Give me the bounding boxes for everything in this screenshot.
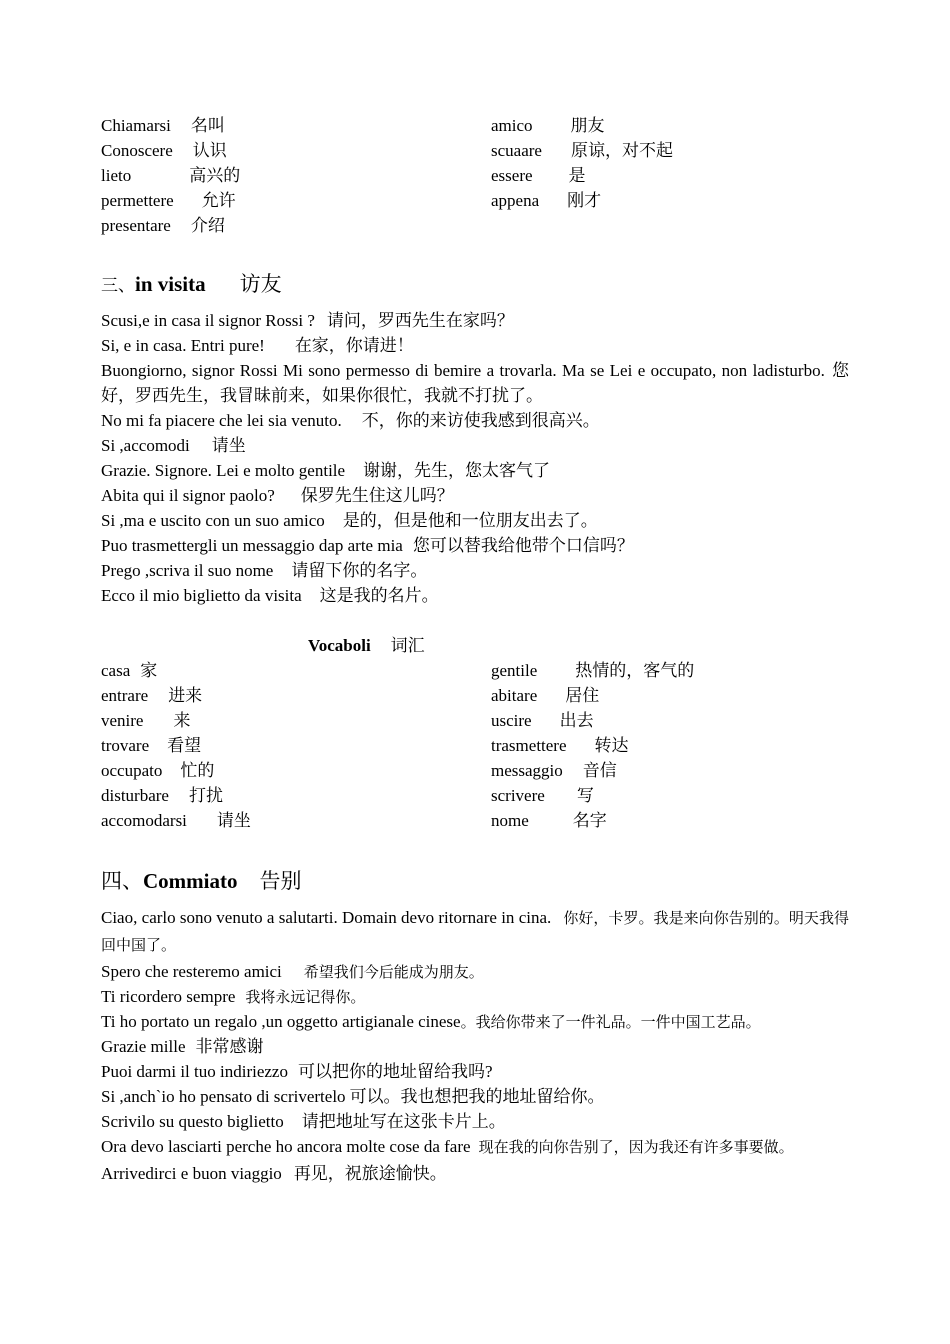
section-title: Commiato [143,869,238,893]
vocab-translation: 进来 [168,686,203,705]
chinese-text: 再见，祝旅途愉快。 [293,1164,447,1183]
vocab-translation: 写 [576,786,594,805]
vocab-translation: 忙的 [180,761,215,780]
chinese-text: 。我给你带来了一件礼品。一件中国工艺品。 [460,1015,761,1031]
italian-text: Spero che resteremo amici [101,962,282,981]
vocab-word: presentare [101,216,171,235]
section-title: in visita [135,272,206,296]
vocab-translation: 来 [173,711,191,730]
italian-text: Grazie. Signore. Lei e molto gentile [101,461,346,480]
vocab-translation: 是 [568,166,586,185]
dialogue-line [101,308,849,333]
italian-text: Puoi darmi il tuo indiriezzo [101,1062,288,1081]
dialogue-line [101,1009,849,1034]
chinese-text: 请问，罗西先生在家吗？ [326,311,514,330]
italian-text: Abita qui il signor paolo? [101,486,275,505]
dialogue-line [101,984,849,1009]
dialogue-in-visita [101,308,849,608]
chinese-text: 请坐 [211,436,246,455]
dialogue-line [101,433,849,458]
vocab-word: entrare [101,686,149,705]
vocab-translation: 热情的，客气的 [575,661,695,680]
chinese-text: 希望我们今后能成为朋友。 [303,965,484,981]
vocab-translation: 刚才 [567,191,602,210]
italian-text: Ecco il mio biglietto da visita [101,586,302,605]
vocab-word: appena [491,191,540,210]
vocab-translation: 名叫 [190,116,225,135]
vocab-word: abitare [491,686,538,705]
vocab-row [101,783,849,808]
chinese-text: 保罗先生住这儿吗？ [300,486,454,505]
dialogue-line [101,959,849,984]
dialogue-line [101,333,849,358]
vocab-word: messaggio [491,761,563,780]
vocab-word: nome [491,811,529,830]
dialogue-line [101,508,849,533]
vocab-translation: 高兴的 [189,166,241,185]
vocab-translation: 朋友 [570,116,605,135]
chinese-text: 不，你的来访使我感到很高兴。 [361,411,600,430]
vocab-word: gentile [491,661,538,680]
vocab-word: uscire [491,711,532,730]
vocab-word: accomodarsi [101,811,187,830]
dialogue-line [101,483,849,508]
italian-text: Ciao, carlo sono venuto a salutarti. Domain devo ritornare in cina. [101,908,552,927]
vocab-translation: 居住 [565,686,600,705]
vocab-row [101,188,849,213]
vocab-translation: 介绍 [190,216,225,235]
italian-text: No mi fa piacere che lei sia venuto. [101,411,342,430]
vocab-word: trovare [101,736,150,755]
vocaboli-title: Vocaboli [308,636,371,655]
section-number: 四、 [101,869,143,893]
vocaboli-heading [101,633,849,658]
dialogue-line [101,358,849,408]
vocab-translation: 看望 [167,736,202,755]
vocab-translation: 家 [140,661,158,680]
chinese-text: 您可以替我给他带个口信吗？ [412,536,634,555]
vocab-row [101,683,849,708]
dialogue-line [101,1134,849,1161]
chinese-text: 我将永远记得你。 [245,990,366,1006]
dialogue-line [101,1059,849,1084]
vocab-translation: 请坐 [216,811,251,830]
italian-text: Ora devo lasciarti perche ho ancora molte cose da fare [101,1137,471,1156]
vocab-row [101,733,849,758]
vocab-word: Conoscere [101,141,173,160]
vocab-word: trasmettere [491,736,567,755]
vocab-translation: 转达 [594,736,629,755]
dialogue-line [101,583,849,608]
vocab-word: occupato [101,761,163,780]
italian-text: Prego ,scriva il suo nome [101,561,274,580]
chinese-text: 谢谢，先生，您太客气了 [363,461,551,480]
italian-text: Si, e in casa. Entri pure! [101,336,265,355]
vocab-list-1 [101,113,849,238]
italian-text: Scrivilo su questo biglietto [101,1112,284,1131]
italian-text: Scusi,e in casa il signor Rossi ? [101,311,315,330]
chinese-text: 可以把你的地址留给我吗? [297,1062,493,1081]
vocab-translation: 名字 [572,811,607,830]
vocab-translation: 音信 [582,761,617,780]
italian-text: Puo trasmettergli un messaggio dap arte mia [101,536,403,555]
dialogue-line [101,533,849,558]
vocab-word: scuaare [491,141,542,160]
dialogue-commiato [101,905,849,1186]
vocab-word: disturbare [101,786,169,805]
vocab-word: Chiamarsi [101,116,171,135]
italian-text: Si ,ma e uscito con un suo amico [101,511,325,530]
vocab-word: venire [101,711,144,730]
vocab-word: lieto [101,166,132,185]
vocab-word: permettere [101,191,174,210]
dialogue-line [101,1109,849,1134]
italian-text: Si ,accomodi [101,436,190,455]
vocab-row [101,658,849,683]
document-page [101,113,849,1186]
section-title-zh: 告别 [259,869,302,893]
chinese-text: 在家，你请进！ [294,336,414,355]
chinese-text: 现在我的向你告别了，因为我还有许多事要做。 [478,1140,794,1156]
italian-text: Ti ricordero sempre [101,987,236,1006]
section-number: 三、 [101,276,135,295]
vocaboli-title-zh: 词汇 [390,636,425,655]
vocab-row [101,708,849,733]
italian-text: Ti ho portato un regalo ,un oggetto artigianale cinese [101,1012,461,1031]
chinese-text: 这是我的名片。 [319,586,439,605]
dialogue-line [101,1161,849,1186]
chinese-text: 是的，但是他和一位朋友出去了。 [342,511,598,530]
vocab-word: scrivere [491,786,545,805]
vocab-word: amico [491,116,533,135]
chinese-text: 请把地址写在这张卡片上。 [301,1112,506,1131]
dialogue-line [101,558,849,583]
vocab-word: essere [491,166,533,185]
chinese-text: 您好，罗西先生，我冒昧前来，如果你很忙，我就不打扰了。 [101,361,849,405]
italian-text: Buongiorno, signor Rossi Mi sono permesso di bemire a trovarla. Ma se Lei e occupato, non ladisturbo. [101,361,825,380]
dialogue-line [101,458,849,483]
vocab-row [101,808,849,833]
vocab-translation: 原谅，对不起 [570,141,673,160]
dialogue-line [101,905,849,959]
section-heading-in-visita [101,268,849,300]
chinese-text: 可以。我也想把我的地址留给你。 [349,1087,605,1106]
vocab-translation: 允许 [201,191,236,210]
section-heading-commiato [101,865,849,897]
vocab-row [101,113,849,138]
vocab-translation: 认识 [192,141,227,160]
chinese-text: 请留下你的名字。 [291,561,428,580]
vocab-translation: 出去 [559,711,594,730]
chinese-text: 非常感谢 [195,1037,264,1056]
vocab-word: casa [101,661,131,680]
vocab-row [101,138,849,163]
italian-text: Si ,anch`io ho pensato di scrivertelo [101,1087,346,1106]
vocab-list-2 [101,658,849,833]
italian-text: Arrivedirci e buon viaggio [101,1164,282,1183]
dialogue-line [101,1084,849,1109]
chinese-text: 你好，卡罗。我是来向你告别的。明天我得回中国了。 [101,911,849,954]
vocab-row [101,163,849,188]
vocab-row [101,213,849,238]
vocab-translation: 打扰 [188,786,223,805]
dialogue-line [101,1034,849,1059]
vocab-row [101,758,849,783]
section-title-zh: 访友 [239,272,282,296]
italian-text: Grazie mille [101,1037,186,1056]
dialogue-line [101,408,849,433]
